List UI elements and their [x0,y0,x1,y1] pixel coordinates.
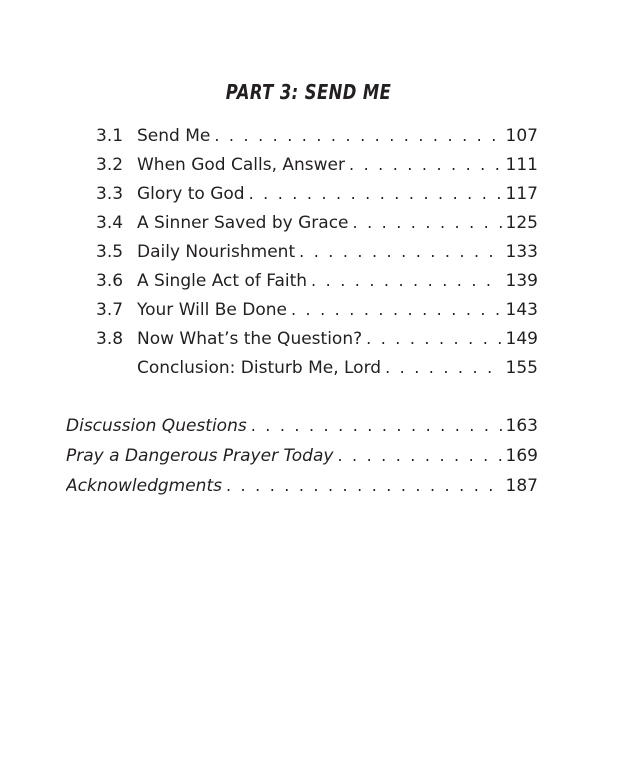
toc-entry[interactable] [96,122,538,150]
page-number: 133 [505,242,538,262]
back-matter-title: Pray a Dangerous Prayer Today [66,446,334,466]
chapter-title: A Single Act of Faith [137,271,308,291]
part-title: PART 3: SEND ME [225,80,392,104]
dot-leader [349,151,502,179]
page-number: 187 [505,476,538,496]
dot-leader [249,180,502,208]
page-number: 143 [505,300,538,320]
back-matter-title: Discussion Questions [66,416,247,436]
dot-leader [366,325,501,353]
page-number: 169 [505,446,538,466]
back-matter-entry[interactable] [66,442,538,470]
dot-leader [251,412,502,440]
dot-leader [214,122,501,150]
back-matter-entry[interactable] [66,472,538,500]
page-number: 125 [505,213,538,233]
toc-entry[interactable] [96,180,538,208]
toc-entry[interactable] [96,325,538,353]
page-number: 163 [505,416,538,436]
dot-leader [311,267,502,295]
chapter-title: When God Calls, Answer [137,155,346,175]
page-number: 149 [505,329,538,349]
dot-leader [385,354,501,382]
back-matter-title: Acknowledgments [66,476,222,496]
chapter-number: 3.1 [96,126,124,146]
chapter-number: 3.2 [96,155,124,175]
toc-entry[interactable] [96,209,538,237]
chapter-number: 3.8 [96,329,124,349]
chapter-title: A Sinner Saved by Grace [137,213,349,233]
toc-entry[interactable] [96,238,538,266]
page-number: 139 [505,271,538,291]
chapter-title: Send Me [137,126,211,146]
chapter-number: 3.4 [96,213,124,233]
page-number: 155 [505,358,538,378]
chapter-number: 3.5 [96,242,124,262]
chapter-title: Daily Nourishment [137,242,296,262]
back-matter-entry[interactable] [66,412,538,440]
page-number: 117 [505,184,538,204]
dot-leader [226,472,502,500]
chapter-title: Conclusion: Disturb Me, Lord [137,358,382,378]
toc-entry[interactable] [96,151,538,179]
dot-leader [353,209,502,237]
page-number: 111 [505,155,538,175]
page-number: 107 [505,126,538,146]
dot-leader [291,296,502,324]
chapter-number: 3.6 [96,271,124,291]
chapter-title: Your Will Be Done [137,300,287,320]
chapter-title: Glory to God [137,184,245,204]
toc-entry[interactable] [96,296,538,324]
toc-entry[interactable] [96,267,538,295]
chapter-number: 3.3 [96,184,124,204]
chapter-number: 3.7 [96,300,124,320]
chapter-title: Now What’s the Question? [137,329,363,349]
toc-entry-conclusion[interactable] [96,354,538,382]
dot-leader [299,238,501,266]
dot-leader [337,442,501,470]
